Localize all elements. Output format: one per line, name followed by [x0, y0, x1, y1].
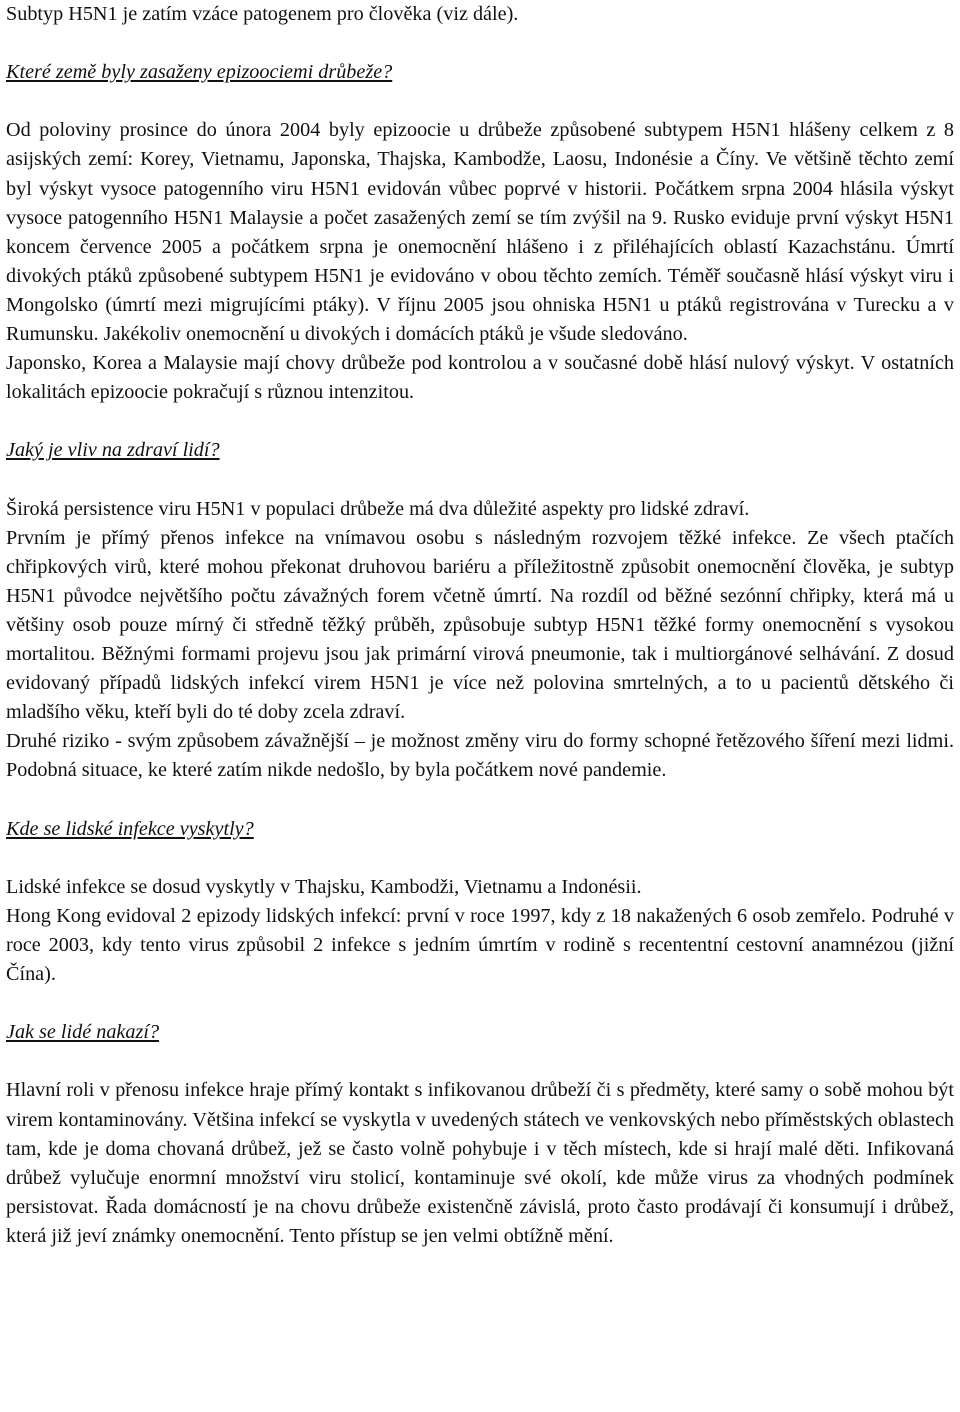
spacer — [6, 87, 954, 116]
paragraph: Lidské infekce se dosud vyskytly v Thajsku, Kambodži, Vietnamu a Indonésii. — [6, 875, 642, 898]
paragraph: Japonsko, Korea a Malaysie mají chovy drůbeže pod kontrolou a v současné době hlásí nulový výskyt. V ostatních lokalitách epizoocie pokračují s různou intenzitou. — [6, 352, 954, 404]
paragraph: Od poloviny prosince do února 2004 byly epizoocie u drůbeže způsobené subtypem H5N1 hlášeny celkem z 8 asijských zemí: Korey, Vietnamu, Japonska, Thajska, Kambodže, Laosu, Indonésie a Číny. Ve většině těchto zemí byl výskyt vysoce patogenního viru H5N1 evidován vůbec poprvé v historii. Počátkem srpna 2004 hlásila výskyt vysoce patogenního H5N1 Malaysie a počet zasažených zemí se tím zvýšil na 9. Rusko eviduje první výskyt H5N1 koncem července 2005 a počátkem srpna je onemocnění hlášeno i z přiléhajících oblastí Kazachstánu. Úmrtí divokých ptáků způsobené subtypem H5N1 je evidováno v obou těchto zemích. Téměř současně hlásí výskyt viru i Mongolsko (úmrtí mezi migrujícími ptáky). V říjnu 2005 jsou ohniska H5N1 u ptáků registrována v Turecku a v Rumunsku. Jakékoliv onemocnění u divokých i domácích ptáků je všude sledováno. — [6, 119, 954, 346]
section-heading-transmission: Jak se lidé nakazí? — [6, 1021, 160, 1044]
spacer — [6, 989, 954, 1018]
paragraph: Hong Kong evidoval 2 epizody lidských infekcí: první v roce 1997, kdy z 18 nakažených 6 osob zemřelo. Podruhé v roce 2003, kdy tento virus způsobil 2 infekce s jedním úmrtím v rodině s recententní cestovní anamnézou (jižní Čína). — [6, 904, 954, 986]
paragraph: Široká persistence viru H5N1 v populaci drůbeže má dva důležité aspekty pro lidské zdraví. — [6, 497, 750, 520]
spacer — [6, 786, 954, 815]
document-page — [6, 0, 954, 1251]
paragraph: Prvním je přímý přenos infekce na vnímavou osobu s následným rozvojem těžké infekce. Ze všech ptačích chřipkových virů, které mohou překonat druhovou bariéru a příležitostně způsobit onemocnění člověka, je subtyp H5N1 původce největšího počtu závažných forem včetně úmrtí. Na rozdíl od běžné sezónní chřipky, která má u většiny osob pouze mírný či středně těžký průběh, způsobuje subtyp H5N1 těžké formy onemocnění s vysokou mortalitou. Běžnými formami projevu jsou jak primární virová pneumonie, tak i multiorgánové selhávání. Z dosud evidovaný případů lidských infekcí virem H5N1 je více než polovina smrtelných, a to u pacientů dětského či mladšího věku, kteří byli do té doby zcela zdraví. — [6, 526, 954, 724]
spacer — [6, 407, 954, 436]
paragraph: Hlavní roli v přenosu infekce hraje přímý kontakt s infikovanou drůbeží či s předměty, které samy o sobě mohou být virem kontaminovány. Většina infekcí se vyskytla v uvedených státech ve venkovských nebo příměstských oblastech tam, kde je doma chovaná drůbež, jež se často volně pohybuje i v těch místech, kde si hrají malé děti. Infikovaná drůbež vylučuje enormní množství viru stolicí, kontaminuje své okolí, kde může virus za vhodných podmínek persistovat. Řada domácností je na chovu drůbeže existenčně závislá, proto často prodávají či konsumují i drůbež, která již jeví známky onemocnění. Tento přístup se jen velmi obtížně mění. — [6, 1079, 954, 1247]
spacer — [6, 466, 954, 495]
intro-paragraph: Subtyp H5N1 je zatím vzáce patogenem pro člověka (viz dále). — [6, 3, 519, 25]
section-heading-health-impact: Jaký je vliv na zdraví lidí? — [6, 439, 220, 462]
spacer — [6, 1047, 954, 1076]
paragraph: Druhé riziko - svým způsobem závažnější – je možnost změny viru do formy schopné řetězového šíření mezi lidmi. Podobná situace, ke které zatím nikde nedošlo, by byla počátkem nové pandemie. — [6, 730, 954, 782]
section-heading-human-infections: Kde se lidské infekce vyskytly? — [6, 817, 254, 840]
spacer — [6, 844, 954, 873]
spacer — [6, 29, 954, 58]
section-heading-affected-countries: Které země byly zasaženy epizoociemi drůbeže? — [6, 61, 393, 84]
